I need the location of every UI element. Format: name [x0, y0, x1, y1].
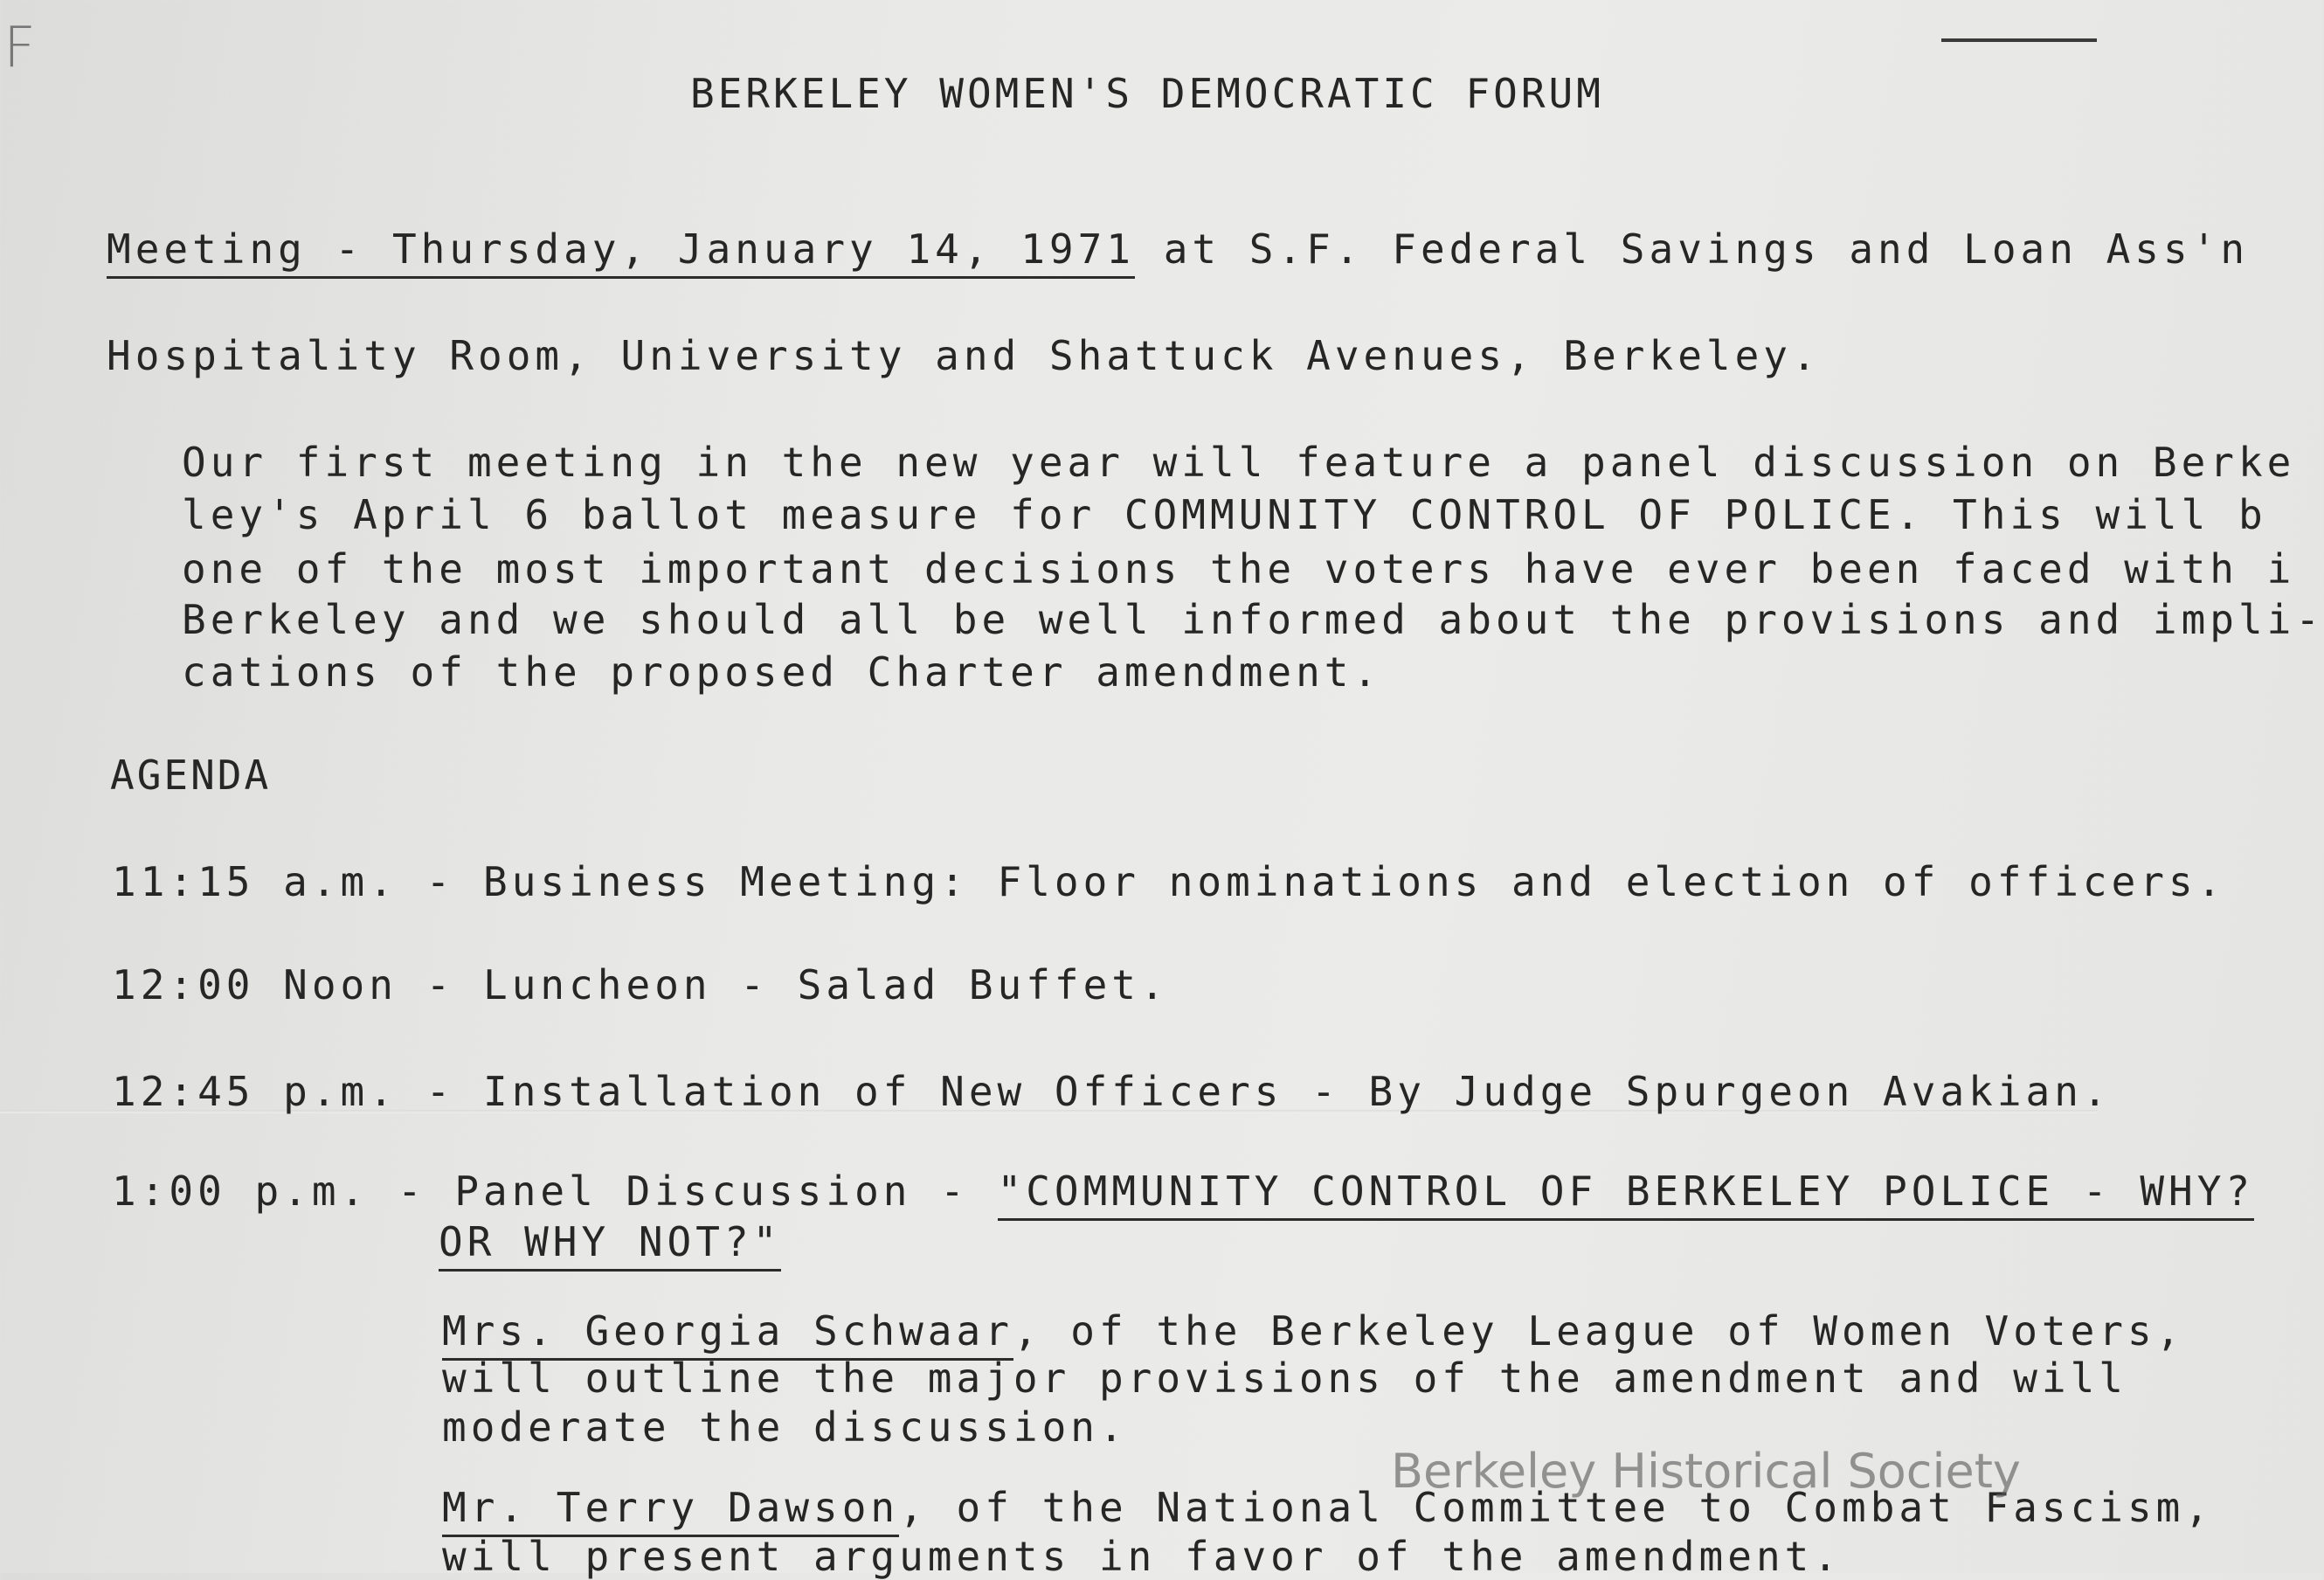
agenda-item	[112, 961, 1169, 1008]
agenda-heading: AGENDA	[110, 752, 272, 799]
agenda-time: 12:45 p.m. -	[112, 1068, 484, 1115]
agenda-text: Business Meeting: Floor nominations and election of officers.	[483, 858, 2226, 905]
panelist-line: moderate the discussion.	[442, 1403, 1128, 1451]
corner-mark: F	[3, 16, 36, 80]
intro-line: ley's April 6 ballot measure for COMMUNITY CONTROL OF POLICE. This will b	[182, 491, 2267, 538]
document-title: BERKELEY WOMEN'S DEMOCRATIC FORUM	[690, 70, 1604, 117]
panel-topic: "COMMUNITY CONTROL OF BERKELEY POLICE - WHY?	[998, 1168, 2255, 1221]
panelist-name: Mrs. Georgia Schwaar	[442, 1307, 1013, 1361]
panelist-affiliation: , of the Berkeley League of Women Voters,	[1013, 1307, 2185, 1355]
meeting-location: Hospitality Room, University and Shattuck Avenues, Berkeley.	[107, 332, 1821, 379]
panelist-line	[442, 1307, 2185, 1355]
meeting-date: Meeting - Thursday, January 14, 1971	[107, 225, 1135, 279]
panel-topic: OR WHY NOT?"	[439, 1218, 781, 1272]
agenda-item	[112, 1168, 2255, 1215]
panelist-line: will outline the major provisions of the amendment and will	[442, 1355, 2127, 1402]
panelist-name: Mr. Terry Dawson	[442, 1484, 899, 1537]
agenda-item	[112, 1068, 2112, 1115]
meeting-line	[107, 225, 2250, 273]
agenda-time: 1:00 p.m. -	[112, 1168, 455, 1215]
agenda-text: Luncheon - Salad Buffet.	[483, 961, 1169, 1008]
meeting-venue: at S.F. Federal Savings and Loan Ass'n	[1135, 225, 2250, 273]
intro-line: Our first meeting in the new year will feature a panel discussion on Berke	[182, 439, 2296, 486]
watermark: Berkeley Historical Society	[1391, 1444, 2021, 1499]
intro-line: one of the most important decisions the voters have ever been faced with i	[182, 545, 2296, 592]
agenda-text: Panel Discussion -	[454, 1168, 998, 1215]
panelist-affiliation: , of the National Committee to Combat Fascism,	[899, 1484, 2214, 1531]
agenda-text: Installation of New Officers - By Judge Spurgeon Avakian.	[483, 1068, 2112, 1115]
agenda-time: 11:15 a.m. -	[112, 858, 484, 905]
intro-line: Berkeley and we should all be well informed about the provisions and impli-	[182, 596, 2324, 643]
agenda-item	[112, 858, 2226, 905]
agenda-time: 12:00 Noon -	[112, 961, 484, 1008]
intro-line: cations of the proposed Charter amendment.	[182, 648, 1382, 696]
top-rule	[1941, 38, 2097, 42]
panel-topic-continued	[439, 1218, 782, 1265]
panelist-line: will present arguments in favor of the amendment.	[442, 1533, 1843, 1580]
